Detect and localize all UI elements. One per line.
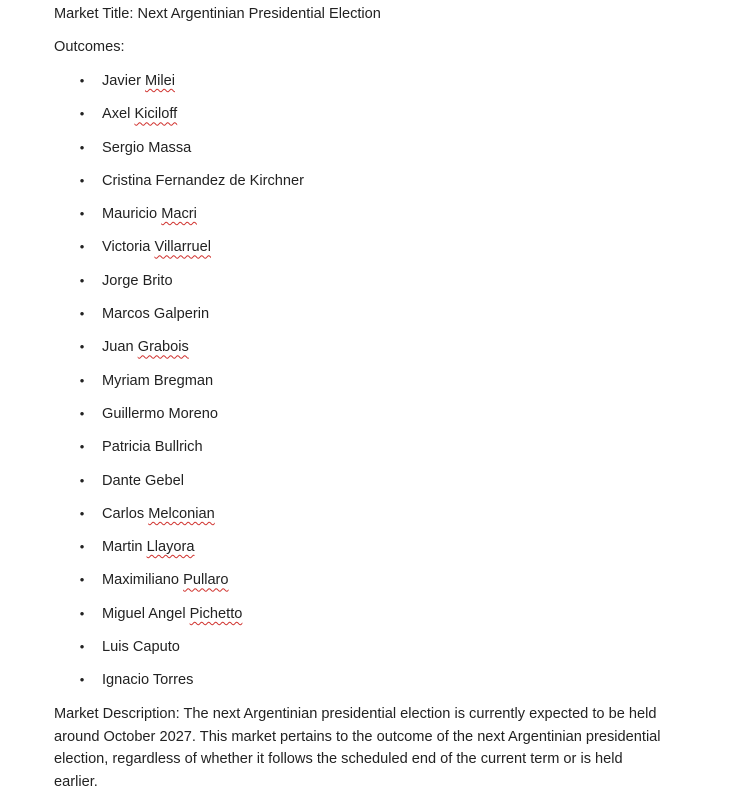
bullet-icon: •	[79, 206, 85, 222]
first-name: Carlos	[102, 505, 145, 522]
last-name: Brito	[142, 272, 173, 289]
bullet-icon: •	[79, 239, 85, 255]
list-item	[0, 337, 732, 370]
last-name-spellcheck-flagged[interactable]: Macri	[161, 206, 197, 223]
list-item	[0, 138, 732, 171]
outcome-name	[102, 404, 218, 424]
last-name: Massa	[148, 139, 192, 156]
bullet-icon: •	[79, 439, 85, 455]
bullet-icon: •	[79, 73, 85, 88]
bullet-icon: •	[79, 372, 85, 388]
list-item	[0, 404, 732, 437]
outcome-name	[102, 304, 209, 324]
last-name-spellcheck-flagged[interactable]: Kiciloff	[134, 106, 178, 123]
bullet-icon: •	[79, 172, 85, 188]
first-name: Luis	[102, 639, 129, 656]
outcome-name	[102, 138, 191, 158]
first-name: Sergio	[102, 139, 145, 156]
last-name-spellcheck-flagged[interactable]: Melconian	[148, 505, 215, 522]
first-name: Juan	[102, 339, 134, 356]
outcomes-label: Outcomes:	[54, 39, 125, 55]
outcome-name	[102, 604, 242, 624]
outcome-name	[102, 171, 304, 191]
outcome-name	[102, 471, 184, 491]
first-name: Myriam	[102, 372, 150, 389]
bullet-icon: •	[79, 605, 85, 621]
bullet-icon: •	[79, 472, 85, 488]
list-item	[0, 504, 732, 537]
outcome-name	[102, 237, 211, 257]
last-name: Galperin	[153, 306, 210, 323]
bullet-icon: •	[79, 139, 85, 155]
bullet-icon: •	[79, 539, 85, 555]
list-item	[0, 437, 732, 470]
last-name: Bregman	[153, 372, 214, 389]
outcome-name	[102, 71, 175, 91]
list-item	[0, 471, 732, 504]
outcome-name	[102, 204, 197, 224]
first-name: Marcos	[102, 306, 150, 323]
list-item	[0, 537, 732, 570]
outcome-name	[102, 337, 189, 357]
last-name-spellcheck-flagged[interactable]: Grabois	[137, 339, 189, 356]
first-name: Javier	[102, 73, 141, 89]
first-name: Mauricio	[102, 206, 158, 223]
last-name-spellcheck-flagged[interactable]: Pullaro	[183, 572, 229, 589]
list-item	[0, 104, 732, 137]
first-name: Patricia	[102, 439, 151, 456]
outcome-name	[102, 670, 193, 690]
outcome-name	[102, 570, 229, 590]
outcome-name	[102, 504, 215, 524]
last-name: Moreno	[168, 405, 218, 422]
list-item	[0, 604, 732, 637]
list-item	[0, 71, 732, 104]
bullet-icon: •	[79, 306, 85, 322]
list-item	[0, 371, 732, 404]
list-item	[0, 637, 732, 670]
bullet-icon: •	[79, 672, 85, 688]
bullet-icon: •	[79, 572, 85, 588]
first-name: Victoria	[102, 239, 151, 256]
first-name: Dante	[102, 472, 141, 489]
list-item	[0, 670, 732, 703]
outcome-name	[102, 271, 173, 291]
market-description: Market Description: The next Argentinian presidential election is currently expected to be held around October 2027. This market pertains to the outcome of the next Argentinian presidential election, regardless of whether it follows the scheduled end of the current term or is held earlier.	[54, 706, 661, 790]
outcomes-list	[0, 71, 732, 704]
first-name: Guillermo	[102, 405, 165, 422]
first-name: Maximiliano	[102, 572, 180, 589]
last-name: Gebel	[145, 472, 184, 489]
last-name-spellcheck-flagged[interactable]: Llayora	[146, 539, 195, 556]
first-name: Axel	[102, 106, 131, 123]
market-title: Market Title: Next Argentinian Presidential Election	[54, 6, 381, 22]
list-item	[0, 570, 732, 603]
list-item	[0, 304, 732, 337]
last-name: Torres	[152, 672, 194, 689]
last-name: Fernandez de Kirchner	[155, 172, 304, 189]
first-name: Miguel Angel	[102, 605, 186, 622]
bullet-icon: •	[79, 505, 85, 521]
last-name: Caputo	[132, 639, 180, 656]
last-name-spellcheck-flagged[interactable]: Milei	[145, 73, 175, 89]
first-name: Martin	[102, 539, 143, 556]
list-item	[0, 271, 732, 304]
last-name-spellcheck-flagged[interactable]: Villarruel	[154, 239, 211, 256]
bullet-icon: •	[79, 339, 85, 355]
outcome-name	[102, 371, 213, 391]
last-name: Bullrich	[154, 439, 203, 456]
bullet-icon: •	[79, 405, 85, 421]
bullet-icon: •	[79, 272, 85, 288]
first-name: Ignacio	[102, 672, 150, 689]
outcome-name	[102, 537, 194, 557]
bullet-icon: •	[79, 106, 85, 122]
outcome-name	[102, 637, 180, 657]
first-name: Jorge	[102, 272, 139, 289]
list-item	[0, 237, 732, 270]
outcome-name	[102, 104, 177, 124]
list-item	[0, 204, 732, 237]
outcome-name	[102, 437, 203, 457]
first-name: Cristina	[102, 172, 152, 189]
list-item	[0, 171, 732, 204]
last-name-spellcheck-flagged[interactable]: Pichetto	[189, 605, 243, 622]
bullet-icon: •	[79, 639, 85, 655]
